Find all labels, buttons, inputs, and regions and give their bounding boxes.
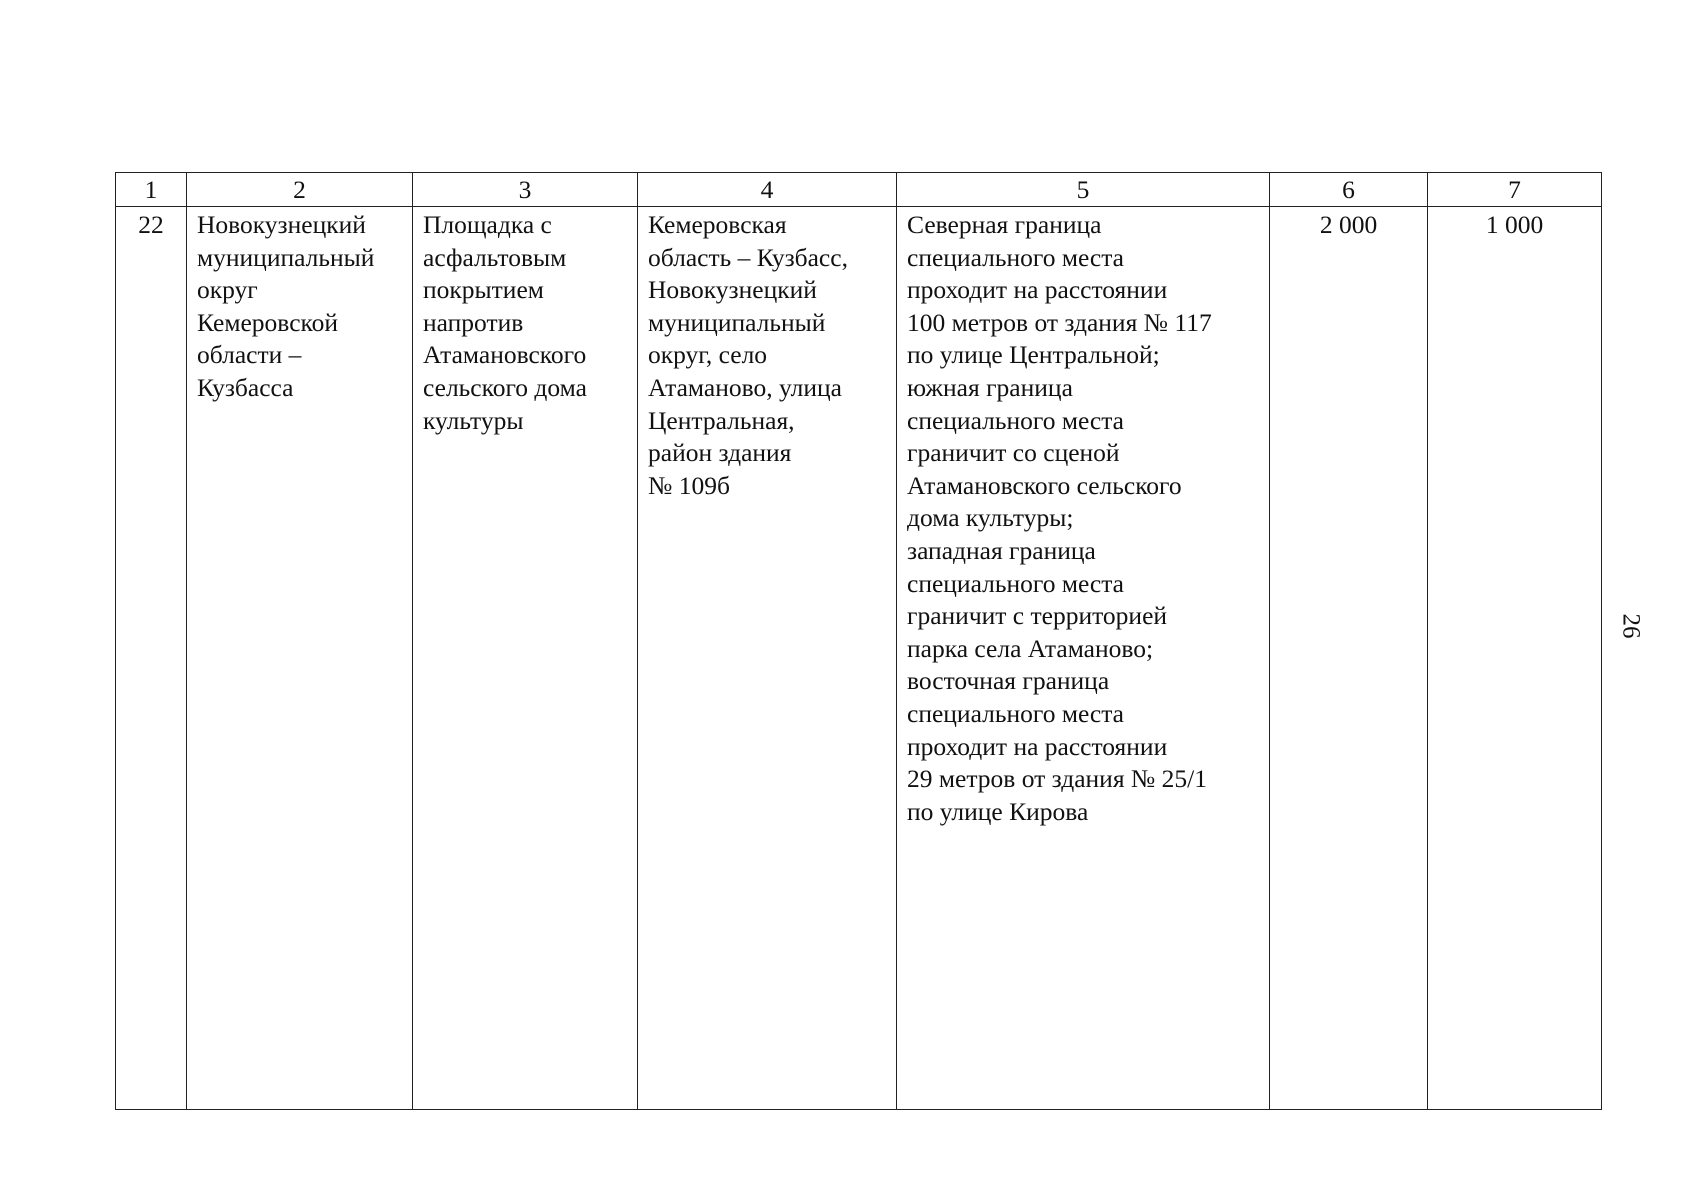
table-row [116, 207, 1602, 1110]
row-number: 22 [138, 210, 164, 239]
page-number: 26 [1617, 613, 1645, 639]
header-cell-3: 3 [413, 173, 638, 207]
header-cell-4: 4 [638, 173, 897, 207]
document-table [115, 172, 1602, 1110]
address-cell [638, 207, 897, 1110]
address-text: Кемеровская область – Кузбасс, Новокузнецкий муниципальный округ, село Атаманово, улица Центральная, район здания № 109б [648, 210, 848, 500]
boundaries-cell [897, 207, 1270, 1110]
value-7-cell [1428, 207, 1602, 1110]
place-text: Площадка с асфальтовым покрытием напротив Атамановского сельского дома культуры [423, 210, 587, 435]
header-cell-7: 7 [1428, 173, 1602, 207]
value-6-cell [1270, 207, 1428, 1110]
row-number-cell [116, 207, 187, 1110]
header-cell-1: 1 [116, 173, 187, 207]
header-cell-6: 6 [1270, 173, 1428, 207]
value-7: 1 000 [1485, 210, 1544, 239]
table-header-row [116, 173, 1602, 207]
district-cell [187, 207, 413, 1110]
header-cell-5: 5 [897, 173, 1270, 207]
boundaries-text: Северная граница специального места проходит на расстоянии 100 метров от здания № 117 по улице Центральной; южная граница специального места граничит со сценой Атамановского сельского дома культуры; западная граница специального места граничит с территорией парка села Атаманово; восточная граница специального места проходит на расстоянии 29 метров от здания № 25/1 по улице Кирова [907, 210, 1212, 826]
header-cell-2: 2 [187, 173, 413, 207]
value-6: 2 000 [1319, 210, 1378, 239]
place-cell [413, 207, 638, 1110]
district-text: Новокузнецкий муниципальный округ Кемеровской области – Кузбасса [197, 210, 375, 402]
